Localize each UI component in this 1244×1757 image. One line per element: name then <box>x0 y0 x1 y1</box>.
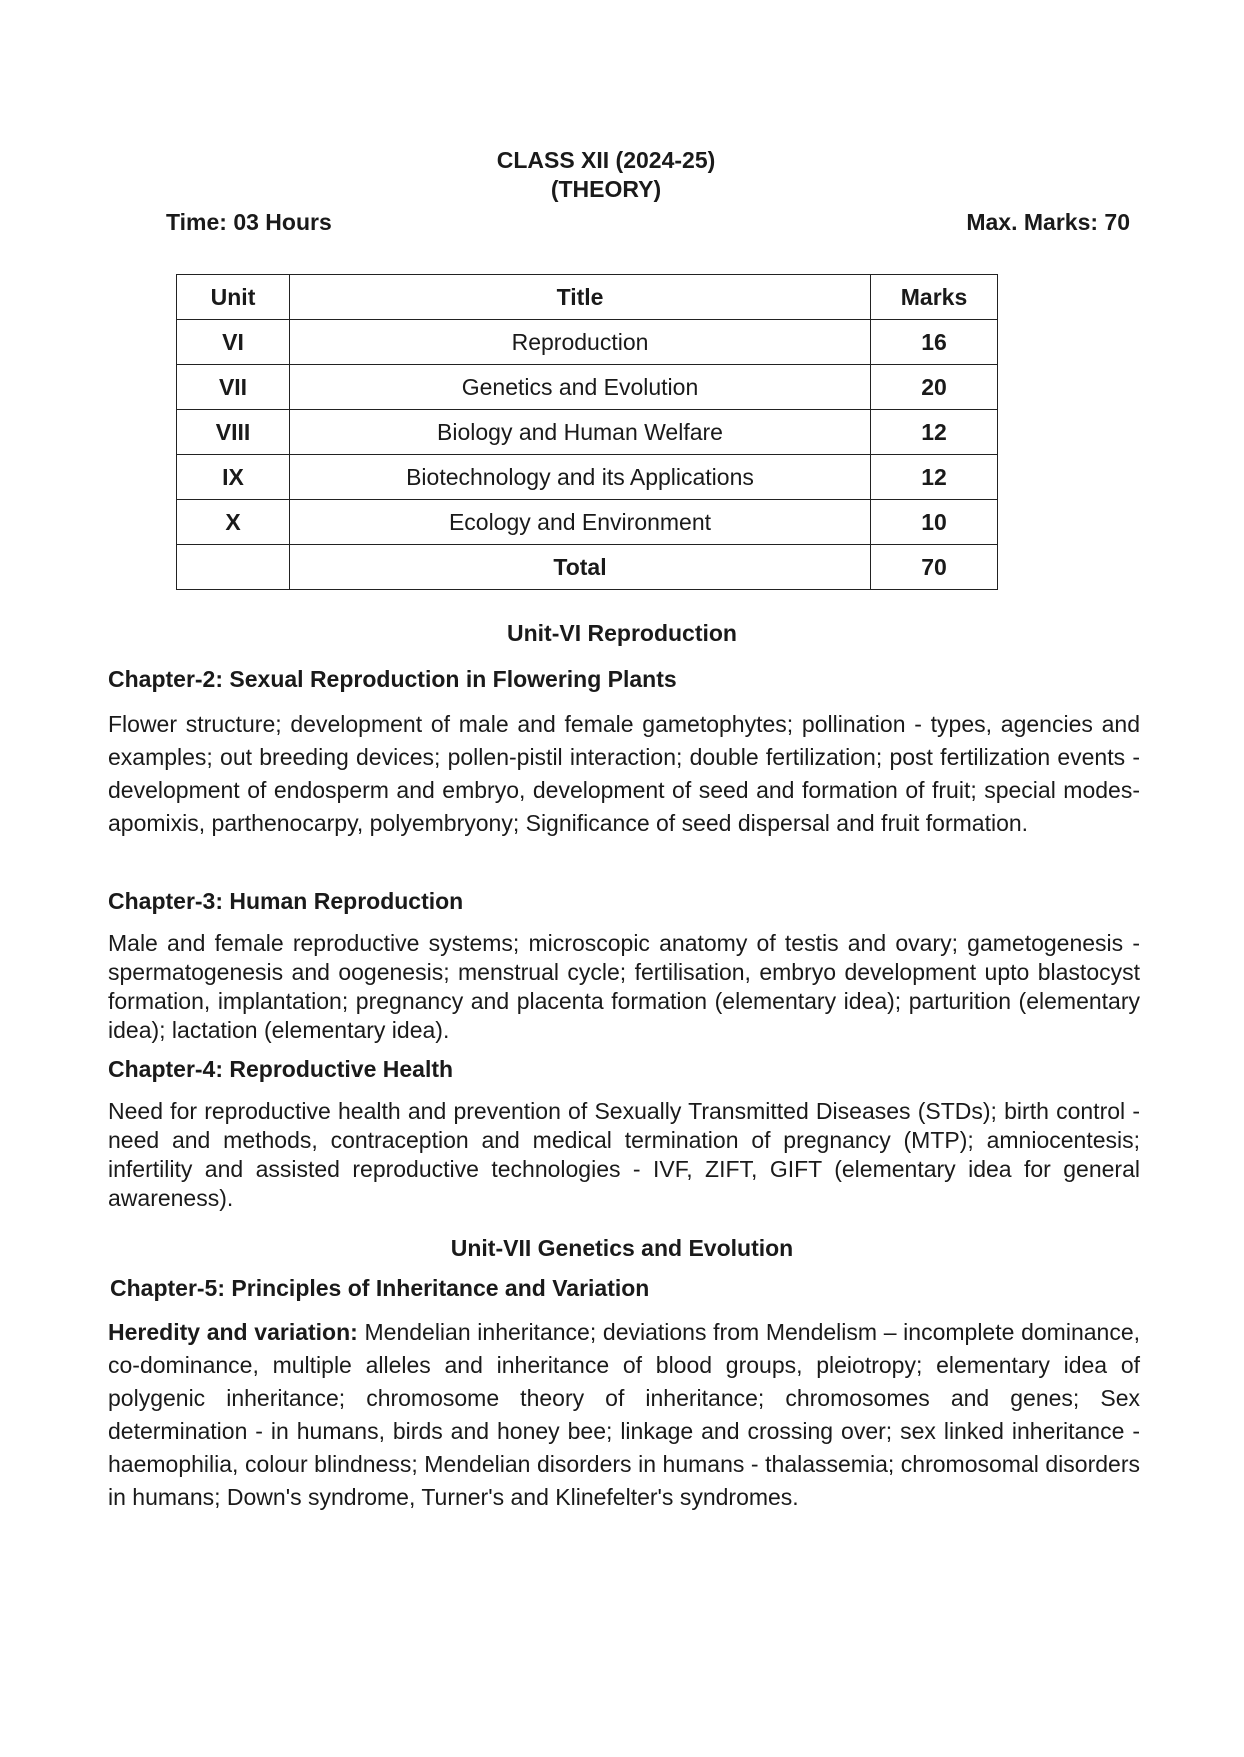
chapter-body: Mendelian inheritance; deviations from Mendelism – incomplete dominance, co-dominance, multiple alleles and inheritance of blood groups, pleiotropy; elementary idea of polygenic inheritance; chromosome theory of inheritance; chromosomes and genes; Sex determination - in humans, birds and honey bee; linkage and crossing over; sex linked inheritance - haemophilia, colour blindness; Mendelian disorders in humans - thalassemia; chromosomal disorders in humans; Down's syndrome, Turner's and Klinefelter's syndromes. <box>108 1319 1140 1510</box>
total-marks: 70 <box>871 545 998 590</box>
title-cell: Genetics and Evolution <box>290 365 871 410</box>
header-unit: Unit <box>177 275 290 320</box>
unit-heading: Unit-VI Reproduction <box>507 620 737 646</box>
class-heading <box>0 146 1212 204</box>
exam-info-row <box>166 209 1130 239</box>
header-title: Title <box>290 275 871 320</box>
unit-cell: VII <box>177 365 290 410</box>
unit-cell: VIII <box>177 410 290 455</box>
table-row <box>177 500 998 545</box>
table-row <box>177 365 998 410</box>
exam-time: Time: 03 Hours <box>166 209 332 235</box>
lead-term: Heredity and variation: <box>108 1319 358 1345</box>
table-row <box>177 320 998 365</box>
title-cell: Biology and Human Welfare <box>290 410 871 455</box>
unit-heading: Unit-VII Genetics and Evolution <box>450 1235 794 1261</box>
class-title: CLASS XII (2024-25) <box>496 147 716 173</box>
title-cell: Ecology and Environment <box>290 500 871 545</box>
marks-cell: 20 <box>871 365 998 410</box>
title-cell: Reproduction <box>290 320 871 365</box>
marks-cell: 12 <box>871 455 998 500</box>
table-total-row <box>177 545 998 590</box>
table-row <box>177 455 998 500</box>
marks-table <box>176 274 998 590</box>
unit-cell: IX <box>177 455 290 500</box>
unit-cell: VI <box>177 320 290 365</box>
marks-cell: 12 <box>871 410 998 455</box>
empty-cell <box>177 545 290 590</box>
chapter-heading: Chapter-2: Sexual Reproduction in Flowering Plants <box>108 666 677 692</box>
chapter-text <box>108 1316 1140 1514</box>
chapter-heading: Chapter-4: Reproductive Health <box>108 1056 454 1082</box>
chapter-text: Male and female reproductive systems; microscopic anatomy of testis and ovary; gametogenesis -spermatogenesis and oogenesis; menstrual cycle; fertilisation, embryo development upto blastocyst formation, implantation; pregnancy and placenta formation (elementary idea); parturition (elementary idea); lactation (elementary idea). <box>108 930 1140 1043</box>
chapter-text: Flower structure; development of male and female gametophytes; pollination - types, agencies and examples; out breeding devices; pollen-pistil interaction; double fertilization; post fertilization events - development of endosperm and embryo, development of seed and formation of fruit; special modes- apomixis, parthenocarpy, polyembryony; Significance of seed dispersal and fruit formation. <box>108 711 1140 836</box>
chapter-text: Need for reproductive health and prevention of Sexually Transmitted Diseases (STDs); birth control - need and methods, contraception and medical termination of pregnancy (MTP); amniocentesis; infertility and assisted reproductive technologies - IVF, ZIFT, GIFT (elementary idea for general awareness). <box>108 1098 1140 1211</box>
chapter-heading: Chapter-5: Principles of Inheritance and Variation <box>110 1275 650 1301</box>
unit-cell: X <box>177 500 290 545</box>
theory-label: (THEORY) <box>550 176 662 202</box>
table-row <box>177 410 998 455</box>
table-header-row <box>177 275 998 320</box>
header-marks: Marks <box>871 275 998 320</box>
title-cell: Biotechnology and its Applications <box>290 455 871 500</box>
max-marks: Max. Marks: 70 <box>966 209 1130 235</box>
marks-cell: 16 <box>871 320 998 365</box>
marks-cell: 10 <box>871 500 998 545</box>
chapter-heading: Chapter-3: Human Reproduction <box>108 888 464 914</box>
total-label: Total <box>290 545 871 590</box>
